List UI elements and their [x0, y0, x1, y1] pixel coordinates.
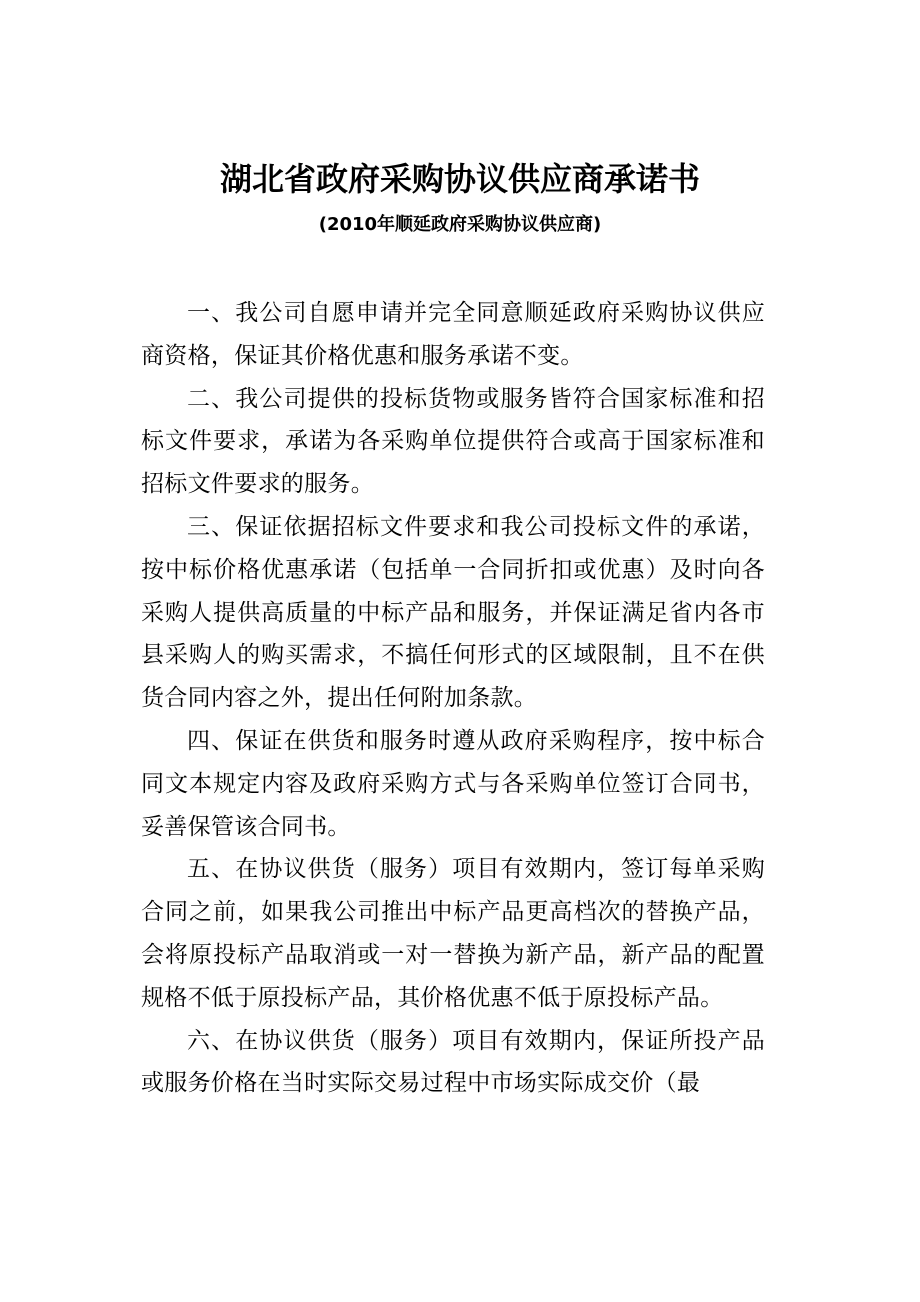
- document-title: 湖北省政府采购协议供应商承诺书: [219, 160, 700, 198]
- document-subtitle: (2010年顺延政府采购协议供应商): [318, 214, 602, 235]
- paragraph-3: 三、保证依据招标文件要求和我公司投标文件的承诺，按中标价格优惠承诺（包括单一合同折扣或优惠）及时向各采购人提供高质量的中标产品和服务，并保证满足省内各市县采购人的购买需求，不搞任何形式的区域限制，且不在供货合同内容之外，提出任何附加条款。: [141, 513, 765, 712]
- paragraph-1: 一、我公司自愿申请并完全同意顺延政府采购协议供应商资格，保证其价格优惠和服务承诺不变。: [141, 300, 765, 369]
- paragraph-2: 二、我公司提供的投标货物或服务皆符合国家标准和招标文件要求，承诺为各采购单位提供符合或高于国家标准和招标文件要求的服务。: [141, 385, 765, 498]
- paragraph-4: 四、保证在供货和服务时遵从政府采购程序，按中标合同文本规定内容及政府采购方式与各采购单位签订合同书，妥善保管该合同书。: [141, 727, 765, 840]
- paragraph-6: 六、在协议供货（服务）项目有效期内，保证所投产品或服务价格在当时实际交易过程中市场实际成交价（最: [141, 1027, 765, 1097]
- paragraph-5: 五、在协议供货（服务）项目有效期内，签订每单采购合同之前，如果我公司推出中标产品更高档次的替换产品，会将原投标产品取消或一对一替换为新产品，新产品的配置规格不低于原投标产品，其价格优惠不低于原投标产品。: [141, 856, 765, 1011]
- document-body: [141, 292, 765, 1105]
